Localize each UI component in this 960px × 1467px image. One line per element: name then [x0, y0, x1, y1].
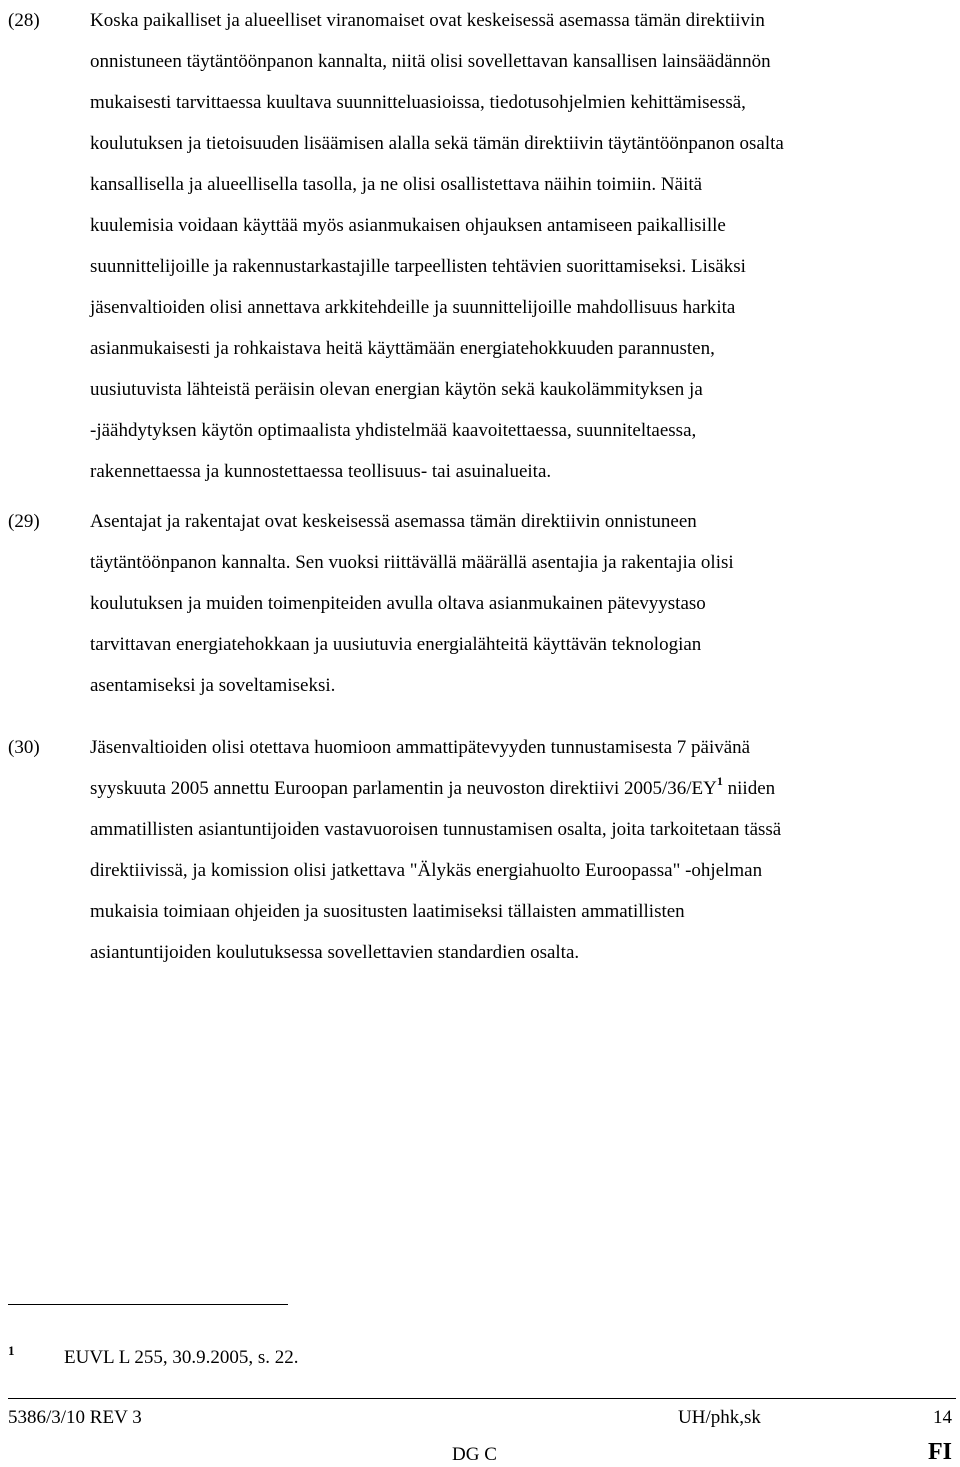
paragraph-line: ammatillisten asiantuntijoiden vastavuoroisen tunnustamisen osalta, joita tarkoitetaan tässä	[90, 819, 782, 840]
paragraph-line: kuulemisia voidaan käyttää myös asianmukaisen ohjauksen antamiseen paikallisille	[90, 215, 726, 236]
paragraph-line: -jäähdytyksen käytön optimaalista yhdistelmää kaavoitettaessa, suunniteltaessa,	[90, 420, 697, 441]
footer-dg: DG C	[452, 1444, 497, 1465]
paragraph-line-tail: niiden	[722, 778, 776, 799]
paragraph-line: Asentajat ja rakentajat ovat keskeisessä asemassa tämän direktiivin onnistuneen	[90, 511, 697, 532]
paragraph-line: Koska paikalliset ja alueelliset viranomaiset ovat keskeisessä asemassa tämän direktiivin	[90, 10, 765, 31]
footer-separator	[8, 1398, 956, 1399]
footer-page-number: 14	[933, 1407, 952, 1428]
footer-initials: UH/phk,sk	[678, 1407, 761, 1428]
paragraph-line: asianmukaisesti ja rohkaistava heitä käyttämään energiatehokkuuden parannusten,	[90, 338, 715, 359]
paragraph-line: kansallisella ja alueellisella tasolla, ja ne olisi osallistettava näihin toimiin. Näitä	[90, 174, 703, 195]
paragraph-line: koulutuksen ja tietoisuuden lisäämisen alalla sekä tämän direktiivin täytäntöönpanon osalta	[90, 133, 784, 154]
paragraph-line: mukaisesti tarvittaessa kuultava suunnitteluasioissa, tiedotusohjelmien kehittämisessä,	[90, 92, 746, 113]
paragraph-number: (29)	[8, 511, 40, 532]
paragraph-line: rakennettaessa ja kunnostettaessa teollisuus- tai asuinalueita.	[90, 461, 552, 482]
paragraph-line: koulutuksen ja muiden toimenpiteiden avulla oltava asianmukainen pätevyystaso	[90, 593, 706, 614]
paragraph-line: jäsenvaltioiden olisi annettava arkkitehdeille ja suunnittelijoille mahdollisuus harkita	[90, 297, 736, 318]
paragraph-number: (30)	[8, 737, 40, 758]
paragraph-line: tarvittavan energiatehokkaan ja uusiutuvia energialähteitä käyttävän teknologian	[90, 634, 702, 655]
paragraph-line: mukaisia toimiaan ohjeiden ja suositusten laatimiseksi tällaisten ammatillisten	[90, 901, 685, 922]
paragraph-line: Jäsenvaltioiden olisi otettava huomioon ammattipätevyyden tunnustamisesta 7 päivänä	[90, 737, 751, 758]
footnote-text: EUVL L 255, 30.9.2005, s. 22.	[64, 1347, 299, 1368]
footnote-separator	[8, 1304, 288, 1305]
footnote-reference[interactable]: 1	[716, 773, 723, 788]
paragraph-line: suunnittelijoille ja rakennustarkastajille tarpeellisten tehtävien suorittamiseksi. Lisäksi	[90, 256, 746, 277]
paragraph-line: direktiivissä, ja komission olisi jatkettava "Älykäs energiahuolto Euroopassa" -ohjelman	[90, 860, 763, 881]
footer-language: FI	[928, 1439, 952, 1465]
paragraph-number: (28)	[8, 10, 40, 31]
paragraph-line	[90, 768, 775, 809]
footnote-number: 1	[8, 1343, 15, 1358]
footer-doc-ref: 5386/3/10 REV 3	[8, 1407, 142, 1428]
paragraph-line: asentamiseksi ja soveltamiseksi.	[90, 675, 336, 696]
paragraph-line: uusiutuvista lähteistä peräisin olevan energian käytön sekä kaukolämmityksen ja	[90, 379, 703, 400]
paragraph-line: onnistuneen täytäntöönpanon kannalta, niitä olisi sovellettavan kansallisen lainsäädännön	[90, 51, 771, 72]
paragraph-line: täytäntöönpanon kannalta. Sen vuoksi riittävällä määrällä asentajia ja rakentajia olisi	[90, 552, 734, 573]
paragraph-line-text: syyskuuta 2005 annettu Euroopan parlamentin ja neuvoston direktiivi 2005/36/EY	[90, 778, 717, 799]
paragraph-line: asiantuntijoiden koulutuksessa sovellettavien standardien osalta.	[90, 942, 580, 963]
